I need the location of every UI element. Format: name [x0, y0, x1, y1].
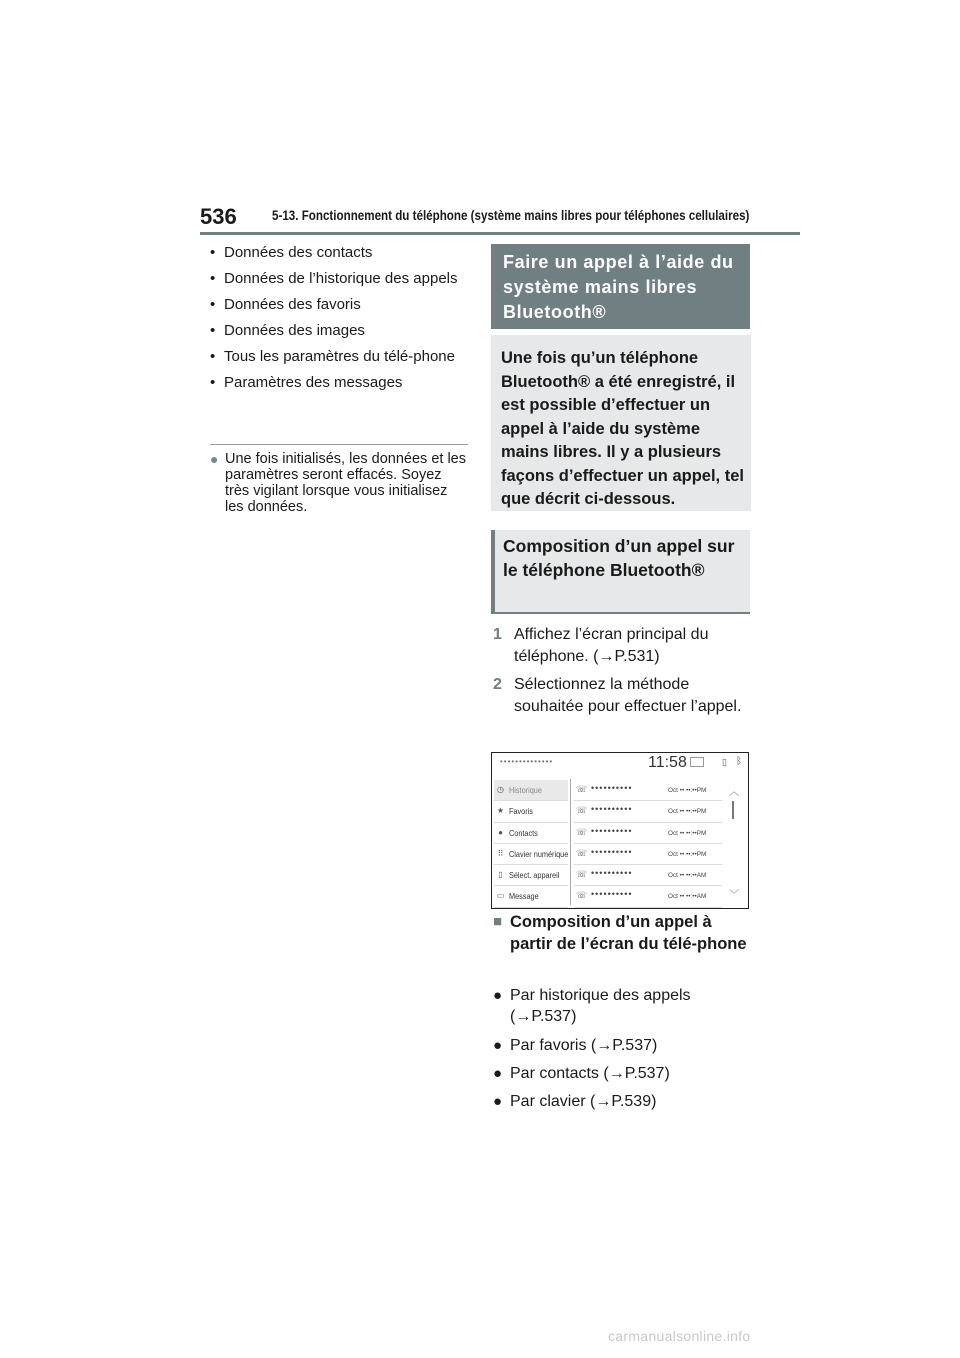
list-item: • Tous les paramètres du télé-phone — [210, 347, 465, 367]
menu-label: Clavier numérique — [509, 848, 569, 859]
list-item: • Données des favoris — [210, 295, 465, 315]
contact-name: •••••••••• — [591, 846, 633, 857]
list-item: • Données des contacts — [210, 243, 465, 263]
contact-name: •••••••••• — [591, 783, 633, 793]
phone-call-icon: ☏ — [576, 890, 588, 901]
table-row[interactable] — [574, 823, 722, 844]
watermark: carmanualsonline.info — [608, 1328, 751, 1344]
list-item: • Données de l’historique des appels — [210, 269, 465, 289]
clock: 11:58 — [648, 754, 687, 771]
list-item — [493, 1035, 753, 1056]
scroll-up-icon[interactable]: ︿ — [729, 787, 739, 798]
phone-call-icon: ☏ — [576, 805, 588, 816]
bullet-icon: ● — [493, 1093, 503, 1110]
menu-item-contacts[interactable] — [494, 823, 568, 844]
phone-call-icon: ☏ — [576, 869, 588, 880]
square-bullet-icon: ■ — [493, 913, 503, 930]
bluetooth-icon: ᛒ — [736, 756, 742, 767]
header-rule — [200, 232, 800, 235]
list-item — [493, 1063, 753, 1084]
scroll-down-icon[interactable]: ﹀ — [729, 890, 739, 901]
page-number: 536 — [200, 204, 237, 229]
menu-label: Message — [509, 891, 539, 902]
contact-name: •••••••••• — [591, 868, 633, 879]
step-number: 1 — [493, 626, 502, 643]
call-date: Oct •• ••:••AM — [668, 893, 707, 901]
bullet-icon: ● — [493, 1037, 503, 1054]
note-divider — [210, 444, 468, 445]
phone-menu — [494, 780, 568, 908]
call-history-list — [574, 780, 722, 908]
section-heading-text: Composition d’un appel à partir de l’écran du télé-phone — [510, 913, 747, 953]
bullet-icon: ● — [493, 987, 503, 1004]
keypad-icon: ⠿ — [497, 848, 504, 858]
point-text: Par contacts (→P.537) — [510, 1065, 670, 1082]
phone-screen — [491, 752, 749, 909]
device-icon: ▯ — [498, 870, 503, 880]
table-row[interactable] — [574, 801, 722, 822]
table-row[interactable] — [574, 886, 722, 907]
list-item: • Paramètres des messages — [210, 373, 465, 393]
call-date: Oct •• ••:••PM — [668, 829, 707, 837]
chapter-title: 5-13. Fonctionnement du téléphone (système mains libres pour téléphones cellulaires) — [272, 208, 750, 223]
step-number: 2 — [493, 676, 502, 693]
step-text: Affichez l’écran principal du téléphone. (→P.531) — [514, 626, 709, 665]
signal-icon: ▯ — [722, 757, 727, 767]
clock-icon: ◷ — [497, 785, 504, 794]
message-icon: ▭ — [496, 891, 505, 901]
note-bullet-icon: ● — [210, 451, 219, 467]
menu-item-clavier[interactable] — [494, 844, 568, 865]
menu-label: Sélect. appareil — [509, 870, 560, 881]
note — [210, 451, 468, 515]
intro-box — [491, 335, 751, 511]
status-badge — [690, 757, 704, 767]
status-dots: •••••••••••••• — [500, 757, 554, 766]
call-date: Oct •• ••:••AM — [668, 872, 707, 880]
intro-text: Une fois qu’un téléphone Bluetooth® a été enregistré, il est possible d’effectuer un appel à l’aide du système mains libres. Il y a plusieurs façons d’effectuer un appel, tel que décrit ci-dessous. — [501, 349, 744, 508]
subheading: Composition d’un appel sur le téléphone Bluetooth® — [503, 536, 735, 580]
contact-name: •••••••••• — [591, 804, 633, 815]
person-icon: ● — [498, 827, 503, 837]
menu-label: Favoris — [509, 806, 533, 817]
contact-name: •••••••••• — [591, 825, 633, 836]
subheading-box — [491, 530, 750, 614]
menu-item-message[interactable] — [494, 886, 568, 907]
call-date: Oct •• ••:••PM — [668, 850, 707, 858]
menu-label: Historique — [509, 785, 542, 795]
list-item: • Données des images — [210, 321, 465, 341]
list-item — [493, 985, 753, 1027]
table-row[interactable] — [574, 865, 722, 886]
point-text: Par historique des appels (→P.537) — [510, 987, 691, 1025]
point-text: Par favoris (→P.537) — [510, 1037, 658, 1054]
menu-label: Contacts — [509, 827, 538, 838]
menu-item-historique[interactable] — [494, 780, 568, 801]
point-text: Par clavier (→P.539) — [510, 1093, 657, 1110]
bullet-icon: ● — [493, 1065, 503, 1082]
section-heading — [493, 911, 753, 955]
step-1 — [493, 624, 753, 668]
contact-name: •••••••••• — [591, 889, 633, 900]
data-list — [210, 243, 465, 399]
table-row[interactable] — [574, 844, 722, 865]
star-icon: ★ — [496, 806, 505, 816]
scrollbar[interactable] — [732, 801, 734, 819]
table-row[interactable] — [574, 780, 722, 801]
menu-item-favoris[interactable] — [494, 801, 568, 822]
section-title: Faire un appel à l’aide du système mains libres Bluetooth® — [503, 252, 734, 322]
menu-divider — [570, 779, 571, 905]
phone-call-icon: ☏ — [576, 784, 588, 794]
menu-item-select-appareil[interactable] — [494, 865, 568, 886]
list-item — [493, 1091, 753, 1112]
status-bar — [492, 753, 748, 775]
call-date: Oct •• ••:••PM — [668, 808, 707, 816]
call-date: Oct •• ••:••PM — [668, 787, 707, 794]
missed-call-icon: ☏ — [576, 826, 588, 837]
phone-call-icon: ☏ — [576, 847, 588, 858]
step-text: Sélectionnez la méthode souhaitée pour effectuer l’appel. — [514, 676, 742, 715]
note-text: Une fois initialisés, les données et les paramètres seront effacés. Soyez très vigilant lorsque vous initialisez les données. — [225, 451, 466, 515]
section-title-box — [491, 244, 750, 329]
step-2 — [493, 674, 753, 718]
